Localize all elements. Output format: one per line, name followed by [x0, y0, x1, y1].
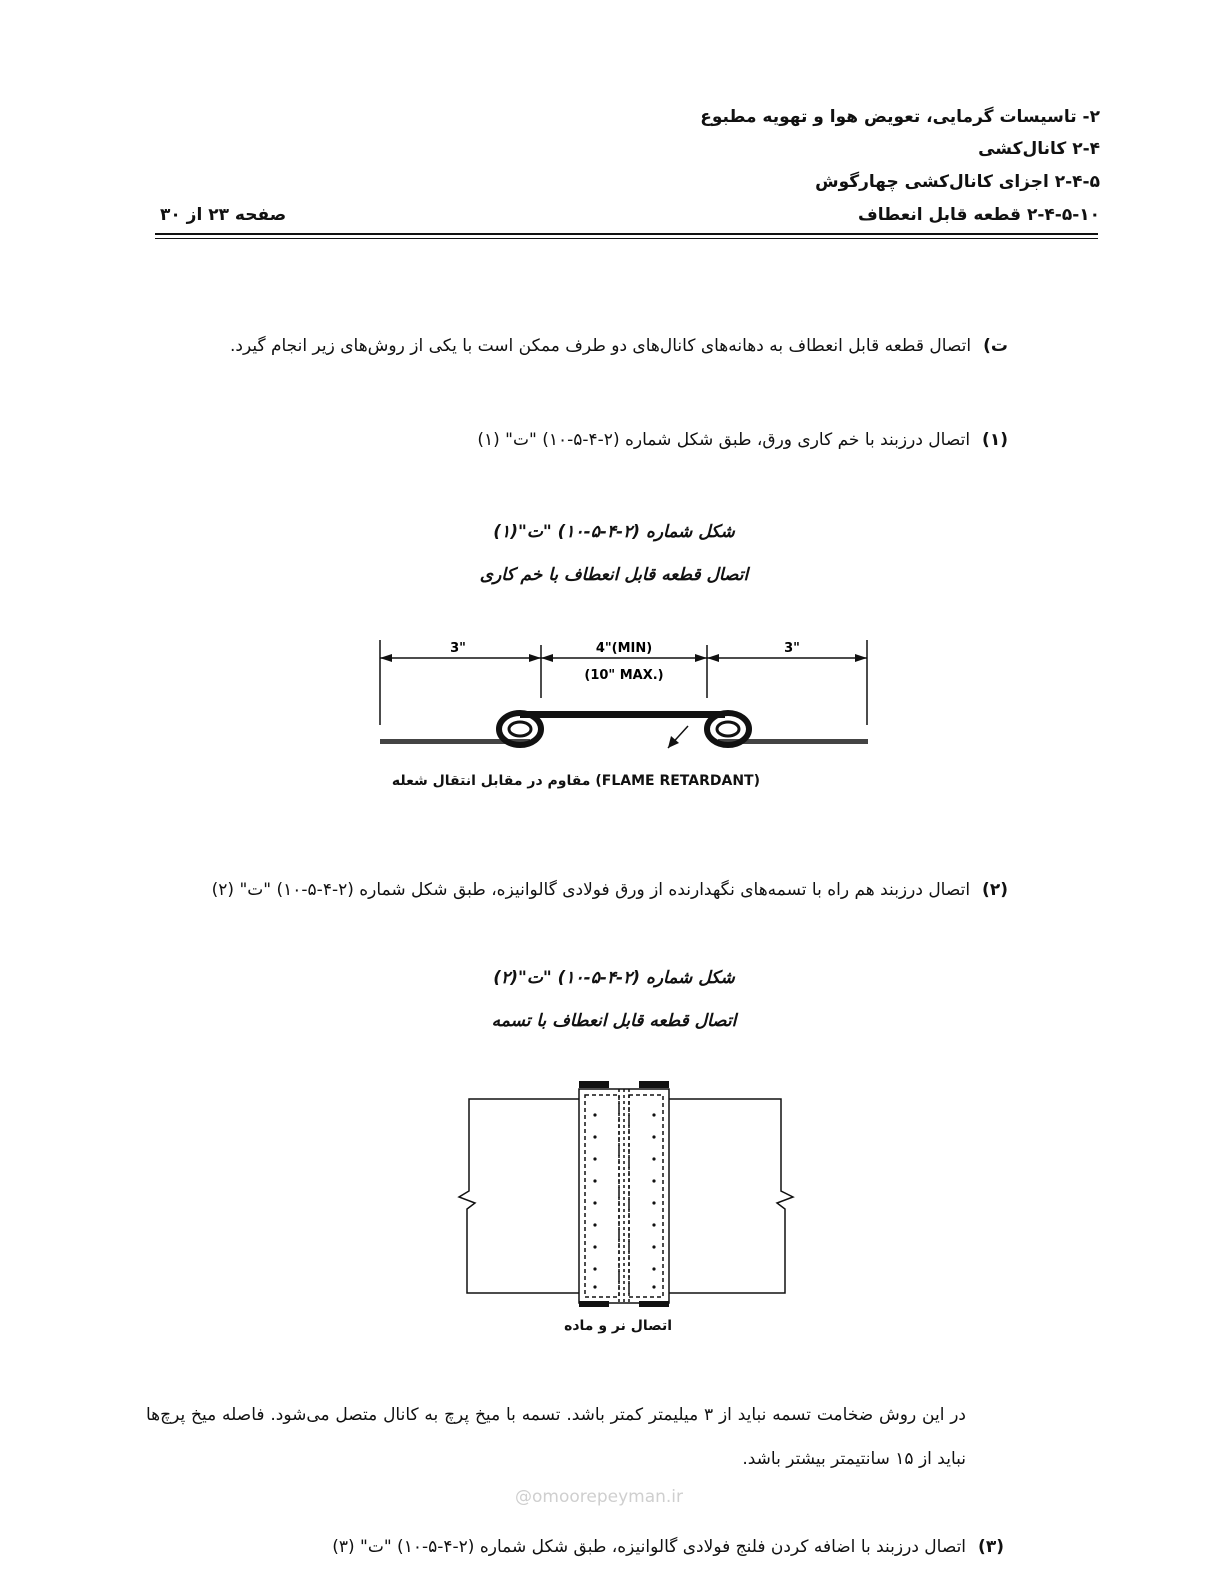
intro-marker: ت): [983, 336, 1008, 356]
header-divider-thick: [155, 233, 1098, 235]
dim-mid-top-label: 4"(MIN): [595, 641, 653, 656]
item-3: [332, 1537, 1004, 1557]
figure-1-drawing: [370, 630, 880, 760]
figure-1-label: (FLAME RETARDANT) مقاوم در مقابل انتقال شعله: [391, 773, 760, 789]
item-1-marker: (۱): [982, 430, 1008, 450]
figure-1-title: شکل شماره (۲-۴-۵-۱۰) "ت"(۱): [493, 522, 735, 542]
item-1: [477, 430, 1008, 450]
header-section-title: ۲-۴ کانال‌کشی: [978, 139, 1100, 159]
header-subsection-title: ۲-۴-۵ اجزای کانال‌کشی چهارگوش: [815, 172, 1100, 192]
item-2-text: اتصال درزبند هم راه با تسمه‌های نگهدارنده از ورق فولادی گالوانیزه، طبق شکل شماره (۲-۴-۵-۱۰) "ت" (۲): [211, 880, 971, 900]
figure-2-subtitle: اتصال قطعه قابل انعطاف با تسمه: [491, 1011, 737, 1031]
intro-paragraph: [230, 336, 1008, 356]
dim-right-label: 3": [784, 641, 800, 656]
figure-2-drawing: [455, 1075, 800, 1315]
note-paragraph: در این روش ضخامت تسمه نباید از ۳ میلیمتر کمتر باشد. تسمه با میخ پرچ به کانال متصل می‌شود. فاصله میخ پرچ‌ها نباید از ۱۵ سانتیمتر بیشتر باشد.: [146, 1405, 966, 1469]
page-number: صفحه ۲۳ از ۳۰: [160, 205, 287, 225]
intro-text: اتصال قطعه قابل انعطاف به دهانه‌های کانال‌های دو طرف ممکن است با یکی از روش‌های زیر انجام گیرد.: [229, 336, 972, 356]
figure-1-subtitle: اتصال قطعه قابل انعطاف با خم کاری: [479, 565, 749, 585]
header-topic-title: ۲-۴-۵-۱۰ قطعه قابل انعطاف: [858, 205, 1100, 225]
item-3-text: اتصال درزبند با اضافه کردن فلنج فولادی گالوانیزه، طبق شکل شماره (۲-۴-۵-۱۰) "ت" (۳): [332, 1537, 967, 1557]
item-2-marker: (۲): [982, 880, 1008, 900]
figure-2-title: شکل شماره (۲-۴-۵-۱۰) "ت"(۲): [493, 968, 735, 988]
header-divider-thin: [155, 238, 1098, 239]
dim-left-label: 3": [450, 641, 466, 656]
item-2: [212, 880, 1008, 900]
figure-2-label: اتصال نر و ماده: [564, 1318, 672, 1334]
item-3-marker: (۳): [978, 1537, 1004, 1557]
dim-mid-bottom-label: (10" MAX.): [584, 668, 664, 683]
header-chapter-title: ۲- تاسیسات گرمایی، تعویض هوا و تهویه مطبوع: [700, 107, 1100, 127]
item-1-text: اتصال درزبند با خم کاری ورق، طبق شکل شماره (۲-۴-۵-۱۰) "ت" (۱): [477, 430, 971, 450]
watermark-text: @omoorepeyman.ir: [515, 1487, 684, 1507]
